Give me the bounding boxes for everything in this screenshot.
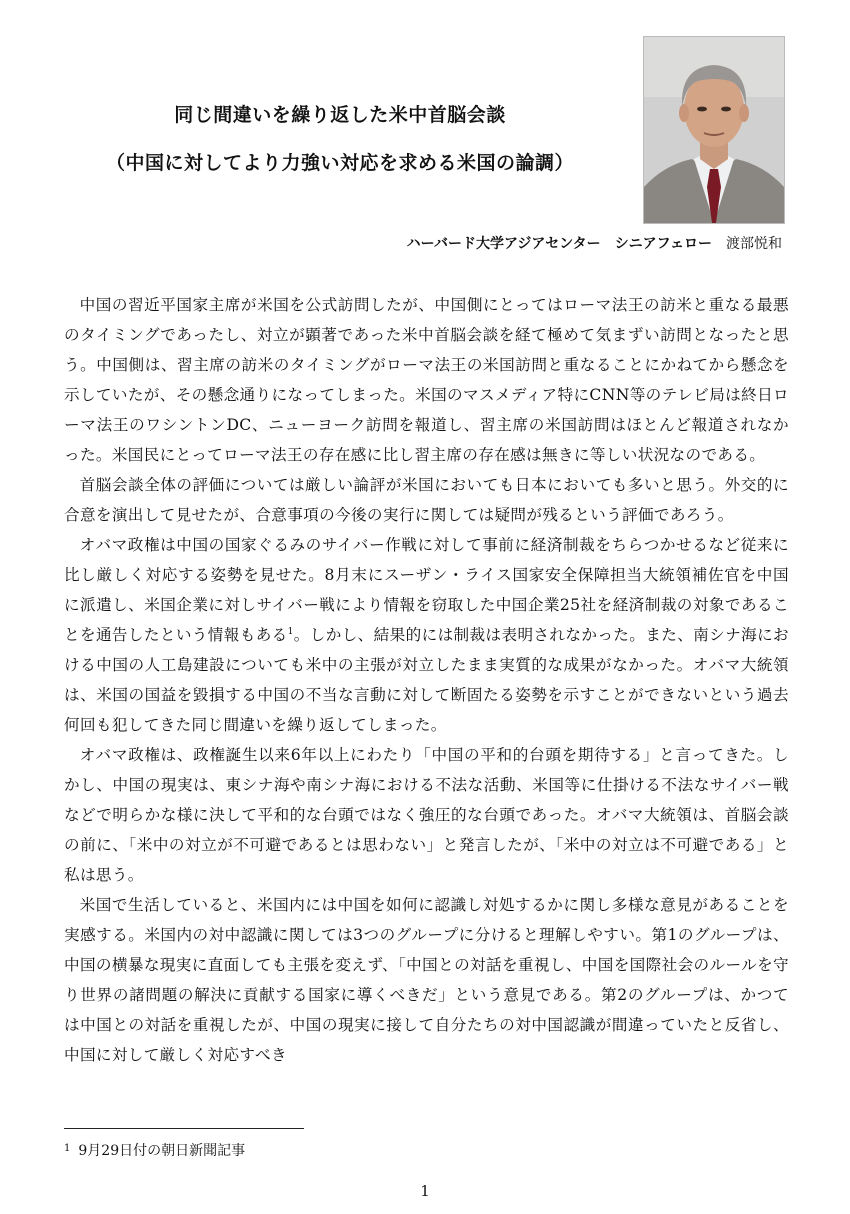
footnote-divider (64, 1128, 304, 1129)
footnote-reference: 1 (287, 627, 294, 637)
paragraph-5: 米国で生活していると、米国内には中国を如何に認識し対処するかに関し多様な意見があることを実感する。米国内の対中認識に関しては3つのグループに分けると理解しやすい。第1のグループは、中国の横暴な現実に直面しても主張を変えず、「中国との対話を重視し、中国を国際社会のルールを守り世界の諸問題の解決に貢献する国家に導くべきだ」という意見である。第2のグループは、かつては中国との対話を重視したが、中国の現実に接して自分たちの対中国認識が間違っていたと反省し、中国に対して厳しく対応すべき (64, 896, 789, 1064)
title-line-1: 同じ間違いを繰り返した米中首脳会談 (174, 104, 506, 126)
paragraph-3-part-b: 。しかし、結果的には制裁は表明されなかった。また、南シナ海における中国の人工島建設についても米中の主張が対立したまま実質的な成果がなかった。オバマ大統領は、米国の国益を毀損する中国の不当な言動に対して断固たる姿勢を示すことができないという過去何回も犯してきた同じ間違いを繰り返してしまった。 (64, 626, 789, 734)
author-photo (643, 36, 785, 224)
paragraph-1: 中国の習近平国家主席が米国を公式訪問したが、中国側にとってはローマ法王の訪米と重なる最悪のタイミングであったし、対立が顕著であった米中首脳会談を経て極めて気まずい訪問となったと思う。中国側は、習主席の訪米のタイミングがローマ法王の米国訪問と重なることにかねてから懸念を示していたが、その懸念通りになってしまった。米国のマスメディア特にCNN等のテレビ局は終日ローマ法王のワシントンDC、ニューヨーク訪問を報道し、習主席の米国訪問はほとんど報道されなかった。米国民にとってローマ法王の存在感に比し習主席の存在感は無きに等しい状況なのである。 (64, 296, 789, 464)
paragraph-3 (64, 530, 789, 740)
paragraph-4: オバマ政権は、政権誕生以来6年以上にわたり「中国の平和的台頭を期待する」と言ってきた。しかし、中国の現実は、東シナ海や南シナ海における不法な活動、米国等に仕掛ける不法なサイバー戦などで明らかな様に決して平和的な台頭ではなく強圧的な台頭であった。オバマ大統領は、首脳会談の前に、「米中の対立が不可避であるとは思わない」と発言したが、「米中の対立は不可避である」と私は思う。 (64, 746, 789, 884)
author-name: 渡部悦和 (726, 236, 782, 252)
author-line (407, 233, 782, 253)
footnote (64, 1140, 245, 1160)
footnote-mark: 1 (64, 1143, 71, 1154)
page-number: 1 (420, 1182, 430, 1200)
author-affiliation: ハーバード大学アジアセンター (406, 236, 601, 252)
title-line-2: （中国に対してより力強い対応を求める米国の論調） (105, 152, 574, 174)
article-body (64, 290, 789, 1070)
paragraph-3-part-a: オバマ政権は中国の国家ぐるみのサイバー作戦に対して事前に経済制裁をちらつかせるなど従来に比し厳しく対応する姿勢を見せた。8月末にスーザン・ライス国家安全保障担当大統領補佐官を中国に派遣し、米国企業に対しサイバー戦により情報を窃取した中国企業25社を経済制裁の対象であることを通告したという情報もある (64, 536, 789, 644)
paragraph-2: 首脳会談全体の評価については厳しい論評が米国においても日本においても多いと思う。外交的に合意を演出して見せたが、合意事項の今後の実行に関しては疑問が残るという評価であろう。 (64, 476, 789, 524)
author-role: シニアフェロー (614, 236, 712, 252)
footnote-text: 9月29日付の朝日新聞記事 (78, 1143, 246, 1159)
